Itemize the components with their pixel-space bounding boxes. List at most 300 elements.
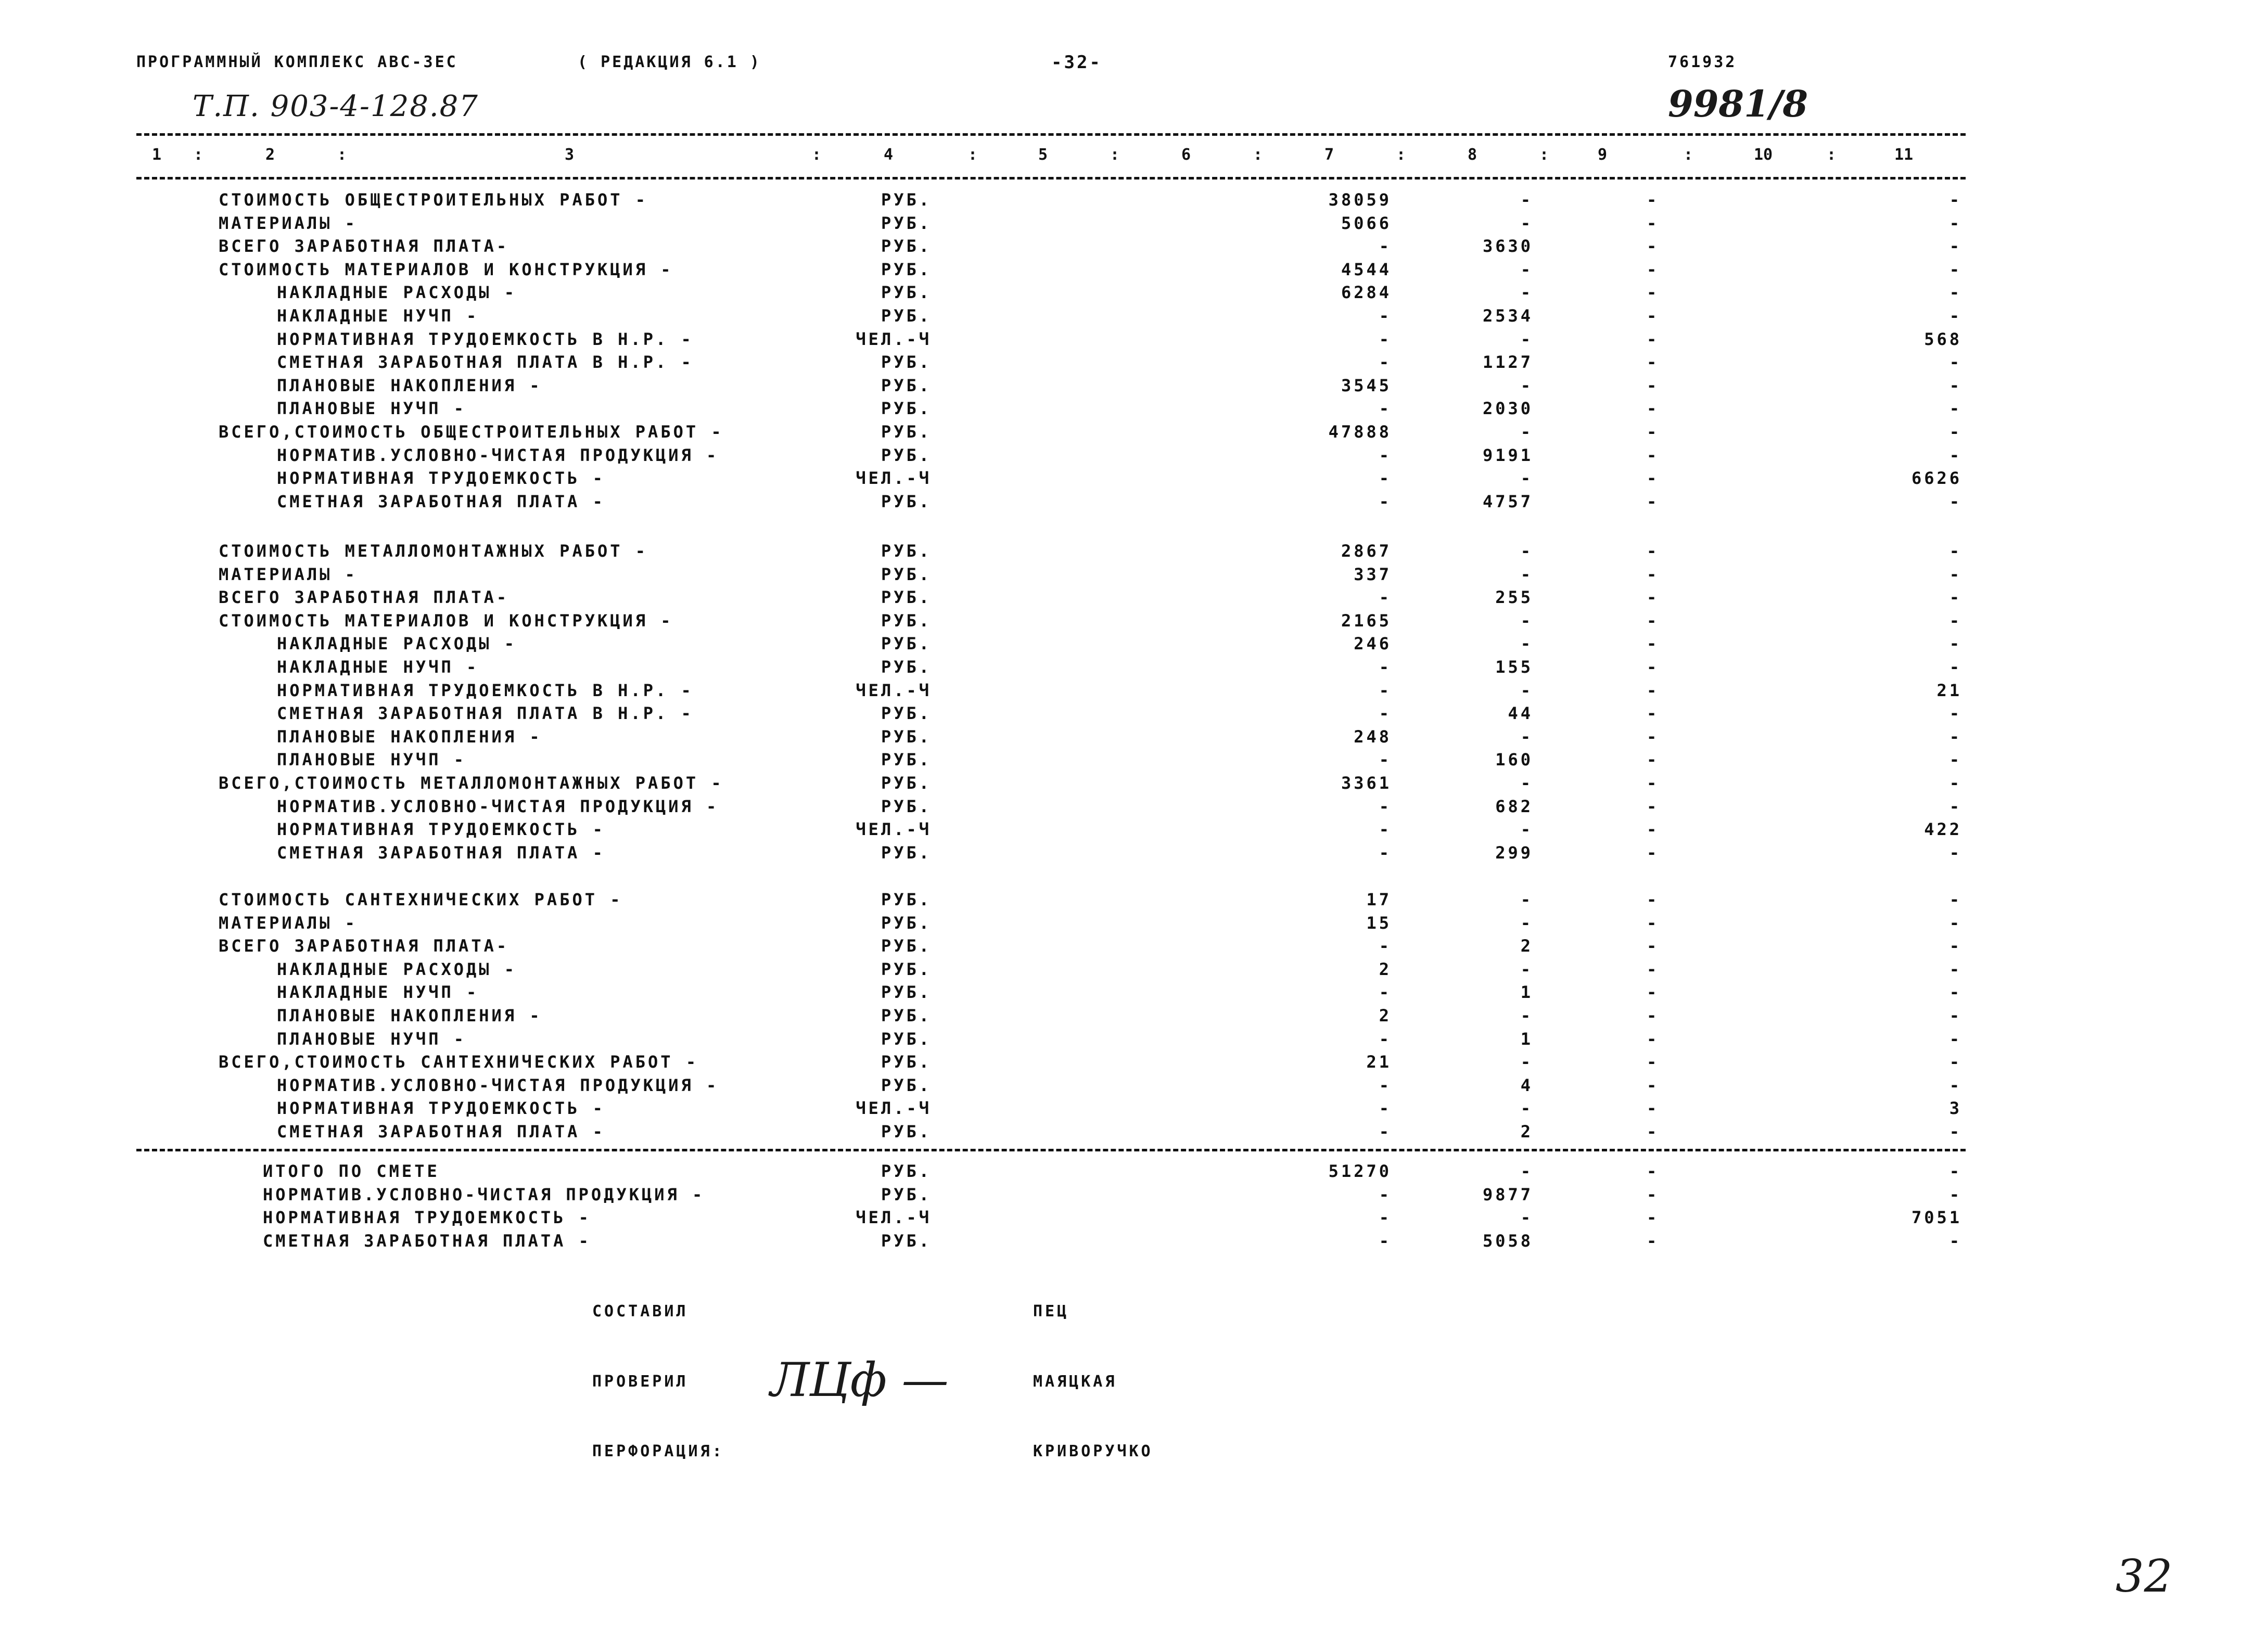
cell-col7: - (1379, 445, 1392, 465)
cell-col7: 2 (1379, 1006, 1392, 1025)
cell-col11: - (1949, 726, 1962, 747)
cell-col8: - (1520, 375, 1533, 395)
cell-col11: - (1949, 445, 1962, 465)
table-row (0, 890, 2268, 913)
cell-col8: 255 (1495, 587, 1533, 608)
table-row (0, 843, 2268, 866)
cell-col9: - (1647, 610, 1660, 631)
cell-col11: - (1949, 399, 1962, 419)
row-unit: РУБ. (881, 1075, 932, 1095)
cell-col8: - (1520, 959, 1533, 979)
cell-col8: - (1520, 890, 1533, 909)
cell-col9: - (1647, 959, 1660, 979)
column-number: 7 (1324, 146, 1334, 164)
row-unit: РУБ. (881, 959, 932, 979)
row-unit: ЧЕЛ.-Ч (856, 680, 932, 700)
row-label: ПЛАНОВЫЕ НУЧП - (277, 750, 466, 770)
row-unit: РУБ. (881, 190, 932, 210)
cell-col7: 15 (1366, 913, 1392, 933)
table-row (0, 681, 2268, 703)
cell-col8: - (1520, 610, 1533, 631)
row-label: СТОИМОСТЬ МАТЕРИАЛОВ И КОНСТРУКЦИЯ - (219, 259, 673, 279)
cell-col8: 4757 (1482, 491, 1533, 511)
row-label: СМЕТНАЯ ЗАРАБОТНАЯ ПЛАТА - (277, 842, 605, 863)
cell-col9: - (1647, 773, 1660, 793)
cell-col11: - (1949, 352, 1962, 373)
cell-col7: - (1379, 982, 1392, 1003)
row-label: СМЕТНАЯ ЗАРАБОТНАЯ ПЛАТА - (277, 491, 605, 511)
table-row (0, 565, 2268, 587)
cell-col9: - (1647, 796, 1660, 816)
cell-col8: - (1520, 564, 1533, 584)
cell-col11: - (1949, 1052, 1962, 1072)
table-row (0, 913, 2268, 936)
cell-col8: - (1520, 541, 1533, 561)
table-row (0, 959, 2268, 982)
row-unit: РУБ. (881, 1006, 932, 1025)
column-number: 8 (1468, 146, 1477, 164)
table-row (0, 587, 2268, 610)
row-label: СМЕТНАЯ ЗАРАБОТНАЯ ПЛАТА В Н.Р. - (277, 703, 694, 724)
column-number: 9 (1598, 146, 1608, 164)
page-marker: -32- (1051, 52, 1102, 73)
row-label: ПЛАНОВЫЕ НАКОПЛЕНИЯ - (277, 1006, 542, 1025)
cell-col7: 2 (1379, 959, 1392, 979)
cell-col8: - (1520, 1052, 1533, 1072)
cell-col11: - (1949, 657, 1962, 677)
cell-col11: - (1949, 1075, 1962, 1095)
cell-col11: - (1949, 610, 1962, 631)
row-unit: РУБ. (881, 399, 932, 419)
project-code: Т.П. 903-4-128.87 (193, 89, 479, 123)
row-unit: РУБ. (881, 773, 932, 793)
cell-col9: - (1647, 283, 1660, 303)
cell-col8: - (1520, 422, 1533, 442)
row-unit: РУБ. (881, 352, 932, 373)
cell-col9: - (1647, 819, 1660, 840)
row-unit: РУБ. (881, 913, 932, 933)
table-row (0, 1075, 2268, 1098)
column-separator: : (968, 146, 978, 164)
cell-col9: - (1647, 750, 1660, 770)
row-unit: РУБ. (881, 236, 932, 257)
row-label: ВСЕГО ЗАРАБОТНАЯ ПЛАТА- (219, 587, 509, 608)
cell-col7: - (1379, 936, 1392, 956)
cell-col11: - (1949, 842, 1962, 863)
row-label: НОРМАТИВНАЯ ТРУДОЕМКОСТЬ - (263, 1208, 591, 1228)
cell-col7: 2165 (1341, 610, 1392, 631)
row-label: МАТЕРИАЛЫ - (219, 564, 358, 584)
table-row (0, 306, 2268, 329)
cell-col11: - (1949, 634, 1962, 654)
row-unit: РУБ. (881, 657, 932, 677)
cell-col11: - (1949, 564, 1962, 584)
row-unit: РУБ. (881, 842, 932, 863)
cell-col11: 21 (1936, 680, 1962, 700)
cell-col7: - (1379, 842, 1392, 863)
checker-signature: ЛЦф — (770, 1353, 949, 1407)
cell-col9: - (1647, 1230, 1660, 1251)
row-unit: РУБ. (881, 726, 932, 747)
cell-col9: - (1647, 259, 1660, 279)
cell-col7: - (1379, 1230, 1392, 1251)
cell-col9: - (1647, 213, 1660, 233)
program-edition: ( РЕДАКЦИЯ 6.1 ) (578, 53, 761, 71)
cell-col11: - (1949, 1122, 1962, 1142)
row-unit: РУБ. (881, 306, 932, 326)
cell-col7: - (1379, 587, 1392, 608)
totals-row (0, 1231, 2268, 1254)
cell-col8: - (1520, 680, 1533, 700)
inventory-number: 9981/8 (1668, 82, 1808, 125)
cell-col7: - (1379, 1075, 1392, 1095)
cell-col9: - (1647, 890, 1660, 909)
cell-col8: 9191 (1482, 445, 1533, 465)
cell-col9: - (1647, 842, 1660, 863)
cell-col11: - (1949, 587, 1962, 608)
table-row (0, 1052, 2268, 1075)
cell-col7: 17 (1366, 890, 1392, 909)
cell-col9: - (1647, 634, 1660, 654)
cell-col8: - (1520, 1098, 1533, 1119)
cell-col7: - (1379, 352, 1392, 373)
row-label: НОРМАТИВНАЯ ТРУДОЕМКОСТЬ - (277, 468, 605, 489)
cell-col7: - (1379, 796, 1392, 816)
row-unit: РУБ. (881, 750, 932, 770)
row-unit: РУБ. (881, 1029, 932, 1049)
cell-col9: - (1647, 936, 1660, 956)
column-number: 4 (884, 146, 894, 164)
table-row (0, 1098, 2268, 1121)
cell-col9: - (1647, 703, 1660, 724)
cell-col7: - (1379, 329, 1392, 349)
cell-col9: - (1647, 680, 1660, 700)
cell-col7: 2867 (1341, 541, 1392, 561)
cell-col8: 1 (1520, 1029, 1533, 1049)
row-label: НОРМАТИВ.УСЛОВНО-ЧИСТАЯ ПРОДУКЦИЯ - (277, 796, 719, 816)
column-separator: : (1827, 146, 1837, 164)
table-row (0, 352, 2268, 375)
cell-col7: - (1379, 1122, 1392, 1142)
row-label: НАКЛАДНЫЕ НУЧП - (277, 306, 479, 326)
cell-col9: - (1647, 1161, 1660, 1181)
cell-col8: - (1520, 468, 1533, 489)
cell-col9: - (1647, 329, 1660, 349)
cell-col9: - (1647, 982, 1660, 1003)
row-unit: РУБ. (881, 283, 932, 303)
row-label: НАКЛАДНЫЕ НУЧП - (277, 982, 479, 1003)
cell-col9: - (1647, 1184, 1660, 1204)
cell-col9: - (1647, 726, 1660, 747)
cell-col9: - (1647, 564, 1660, 584)
cell-col9: - (1647, 422, 1660, 442)
cell-col7: - (1379, 468, 1392, 489)
cell-col8: 2030 (1482, 399, 1533, 419)
cell-col7: 38059 (1328, 190, 1392, 210)
cell-col8: 682 (1495, 796, 1533, 816)
column-number: 10 (1754, 146, 1773, 164)
table-row (0, 1122, 2268, 1145)
punch-label: ПЕРФОРАЦИЯ: (592, 1442, 724, 1460)
table-row (0, 634, 2268, 657)
row-unit: РУБ. (881, 1184, 932, 1204)
row-label: НОРМАТИВ.УСЛОВНО-ЧИСТАЯ ПРОДУКЦИЯ - (263, 1184, 705, 1204)
table-row (0, 541, 2268, 564)
row-unit: РУБ. (881, 375, 932, 395)
cell-col9: - (1647, 306, 1660, 326)
cell-col8: - (1520, 1161, 1533, 1181)
cell-col7: 3361 (1341, 773, 1392, 793)
cell-col11: - (1949, 491, 1962, 511)
cell-col7: 4544 (1341, 259, 1392, 279)
cell-col9: - (1647, 913, 1660, 933)
table-row (0, 190, 2268, 213)
row-label: НОРМАТИВНАЯ ТРУДОЕМКОСТЬ В Н.Р. - (277, 329, 694, 349)
row-label: ИТОГО ПО СМЕТЕ (263, 1161, 440, 1181)
column-separator: : (1110, 146, 1120, 164)
cell-col11: - (1949, 1230, 1962, 1251)
row-label: ВСЕГО,СТОИМОСТЬ ОБЩЕСТРОИТЕЛЬНЫХ РАБОТ - (219, 422, 724, 442)
row-unit: РУБ. (881, 890, 932, 909)
cell-col11: - (1949, 190, 1962, 210)
cell-col9: - (1647, 1075, 1660, 1095)
table-row (0, 236, 2268, 259)
column-number: 11 (1894, 146, 1914, 164)
cell-col8: 160 (1495, 750, 1533, 770)
cell-col8: 2534 (1482, 306, 1533, 326)
row-label: СМЕТНАЯ ЗАРАБОТНАЯ ПЛАТА В Н.Р. - (277, 352, 694, 373)
document-number: 761932 (1668, 53, 1737, 71)
table-row (0, 445, 2268, 468)
cell-col8: - (1520, 819, 1533, 840)
table-row (0, 329, 2268, 352)
row-label: НОРМАТИВНАЯ ТРУДОЕМКОСТЬ - (277, 1098, 605, 1119)
cell-col7: - (1379, 680, 1392, 700)
column-number: 2 (265, 146, 275, 164)
cell-col8: 44 (1508, 703, 1533, 724)
table-row (0, 936, 2268, 959)
table-row (0, 611, 2268, 634)
cell-col11: 422 (1924, 819, 1962, 840)
cell-col7: - (1379, 236, 1392, 257)
row-label: ВСЕГО ЗАРАБОТНАЯ ПЛАТА- (219, 236, 509, 257)
row-unit: РУБ. (881, 564, 932, 584)
checked-label: ПРОВЕРИЛ (592, 1373, 689, 1391)
cell-col9: - (1647, 1006, 1660, 1025)
table-row (0, 213, 2268, 236)
row-label: СТОИМОСТЬ САНТЕХНИЧЕСКИХ РАБОТ - (219, 890, 623, 909)
cell-col7: - (1379, 819, 1392, 840)
row-unit: РУБ. (881, 796, 932, 816)
row-label: МАТЕРИАЛЫ - (219, 913, 358, 933)
cell-col8: 4 (1520, 1075, 1533, 1095)
row-unit: РУБ. (881, 1161, 932, 1181)
row-label: СТОИМОСТЬ МАТЕРИАЛОВ И КОНСТРУКЦИЯ - (219, 610, 673, 631)
cell-col7: 51270 (1328, 1161, 1392, 1181)
row-label: ПЛАНОВЫЕ НУЧП - (277, 399, 466, 419)
table-row (0, 657, 2268, 680)
cell-col11: - (1949, 236, 1962, 257)
cell-col8: 9877 (1482, 1184, 1533, 1204)
cell-col7: - (1379, 1184, 1392, 1204)
cell-col7: - (1379, 399, 1392, 419)
column-separator: : (1396, 146, 1406, 164)
row-unit: РУБ. (881, 422, 932, 442)
cell-col8: - (1520, 726, 1533, 747)
table-row (0, 492, 2268, 515)
column-separator: : (1684, 146, 1693, 164)
cell-col8: 5058 (1482, 1230, 1533, 1251)
column-separator: : (812, 146, 822, 164)
cell-col7: 21 (1366, 1052, 1392, 1072)
row-unit: ЧЕЛ.-Ч (856, 468, 932, 489)
row-label: НАКЛАДНЫЕ РАСХОДЫ - (277, 634, 517, 654)
cell-col11: - (1949, 1006, 1962, 1025)
row-unit: РУБ. (881, 982, 932, 1003)
row-unit: ЧЕЛ.-Ч (856, 329, 932, 349)
cell-col8: 1 (1520, 982, 1533, 1003)
cell-col11: - (1949, 259, 1962, 279)
table-row (0, 982, 2268, 1005)
column-number: 3 (565, 146, 575, 164)
column-number: 1 (152, 146, 162, 164)
cell-col11: 7051 (1911, 1208, 1962, 1228)
row-unit: РУБ. (881, 213, 932, 233)
row-label: НАКЛАДНЫЕ РАСХОДЫ - (277, 283, 517, 303)
cell-col11: 6626 (1911, 468, 1962, 489)
cell-col11: 3 (1949, 1098, 1962, 1119)
cell-col9: - (1647, 1052, 1660, 1072)
column-separator: : (194, 146, 203, 164)
cell-col9: - (1647, 657, 1660, 677)
cell-col8: - (1520, 1208, 1533, 1228)
cell-col11: - (1949, 936, 1962, 956)
cell-col11: - (1949, 982, 1962, 1003)
row-label: НОРМАТИВ.УСЛОВНО-ЧИСТАЯ ПРОДУКЦИЯ - (277, 1075, 719, 1095)
row-unit: РУБ. (881, 634, 932, 654)
row-label: ПЛАНОВЫЕ НАКОПЛЕНИЯ - (277, 726, 542, 747)
row-unit: РУБ. (881, 936, 932, 956)
cell-col11: - (1949, 1184, 1962, 1204)
cell-col7: - (1379, 1098, 1392, 1119)
cell-col8: - (1520, 329, 1533, 349)
table-row (0, 1029, 2268, 1052)
row-label: ВСЕГО,СТОИМОСТЬ МЕТАЛЛОМОНТАЖНЫХ РАБОТ - (219, 773, 724, 793)
cell-col11: - (1949, 750, 1962, 770)
totals-row (0, 1161, 2268, 1184)
cell-col11: - (1949, 796, 1962, 816)
row-label: НОРМАТИВ.УСЛОВНО-ЧИСТАЯ ПРОДУКЦИЯ - (277, 445, 719, 465)
table-row (0, 468, 2268, 491)
column-number: 6 (1181, 146, 1191, 164)
compiled-name: ПЕЦ (1033, 1302, 1069, 1321)
table-row (0, 773, 2268, 796)
row-unit: РУБ. (881, 610, 932, 631)
table-row (0, 399, 2268, 421)
row-label: СМЕТНАЯ ЗАРАБОТНАЯ ПЛАТА - (277, 1122, 605, 1142)
row-unit: РУБ. (881, 1230, 932, 1251)
table-row (0, 422, 2268, 445)
cell-col7: - (1379, 1208, 1392, 1228)
row-unit: РУБ. (881, 541, 932, 561)
row-label: НАКЛАДНЫЕ НУЧП - (277, 657, 479, 677)
cell-col9: - (1647, 375, 1660, 395)
cell-col11: - (1949, 306, 1962, 326)
cell-col8: - (1520, 773, 1533, 793)
cell-col8: - (1520, 283, 1533, 303)
row-label: МАТЕРИАЛЫ - (219, 213, 358, 233)
row-label: ВСЕГО ЗАРАБОТНАЯ ПЛАТА- (219, 936, 509, 956)
checked-name: МАЯЦКАЯ (1033, 1373, 1117, 1391)
cell-col8: - (1520, 913, 1533, 933)
cell-col7: - (1379, 750, 1392, 770)
cell-col9: - (1647, 491, 1660, 511)
cell-col9: - (1647, 190, 1660, 210)
cell-col9: - (1647, 1122, 1660, 1142)
cell-col8: - (1520, 259, 1533, 279)
cell-col11: - (1949, 422, 1962, 442)
table-row (0, 750, 2268, 773)
row-unit: РУБ. (881, 491, 932, 511)
row-unit: РУБ. (881, 587, 932, 608)
row-unit: РУБ. (881, 1122, 932, 1142)
cell-col9: - (1647, 1098, 1660, 1119)
cell-col11: - (1949, 1161, 1962, 1181)
cell-col11: - (1949, 890, 1962, 909)
cell-col7: 246 (1354, 634, 1392, 654)
cell-col9: - (1647, 468, 1660, 489)
cell-col7: 337 (1354, 564, 1392, 584)
cell-col8: 2 (1520, 936, 1533, 956)
table-row (0, 376, 2268, 399)
cell-col11: - (1949, 773, 1962, 793)
cell-col8: 155 (1495, 657, 1533, 677)
compiled-label: СОСТАВИЛ (592, 1302, 689, 1321)
table-row (0, 797, 2268, 819)
row-unit: ЧЕЛ.-Ч (856, 1098, 932, 1119)
table-row (0, 283, 2268, 305)
row-unit: РУБ. (881, 1052, 932, 1072)
row-label: СТОИМОСТЬ МЕТАЛЛОМОНТАЖНЫХ РАБОТ - (219, 541, 648, 561)
program-name: ПРОГРАММНЫЙ КОМПЛЕКС АВС-3ЕС (136, 53, 458, 71)
cell-col7: - (1379, 491, 1392, 511)
column-separator: : (337, 146, 347, 164)
page-number: 32 (2116, 1550, 2173, 1602)
cell-col8: - (1520, 634, 1533, 654)
cell-col11: - (1949, 541, 1962, 561)
cell-col8: 1127 (1482, 352, 1533, 373)
table-row (0, 819, 2268, 842)
cell-col8: 299 (1495, 842, 1533, 863)
table-row (0, 703, 2268, 726)
cell-col9: - (1647, 1208, 1660, 1228)
row-unit: ЧЕЛ.-Ч (856, 819, 932, 840)
cell-col8: 2 (1520, 1122, 1533, 1142)
column-separator: : (1539, 146, 1549, 164)
cell-col9: - (1647, 541, 1660, 561)
cell-col8: - (1520, 1006, 1533, 1025)
cell-col11: - (1949, 959, 1962, 979)
table-row (0, 260, 2268, 283)
cell-col7: 5066 (1341, 213, 1392, 233)
cell-col7: - (1379, 306, 1392, 326)
row-unit: ЧЕЛ.-Ч (856, 1208, 932, 1228)
row-label: НАКЛАДНЫЕ РАСХОДЫ - (277, 959, 517, 979)
cell-col11: - (1949, 703, 1962, 724)
cell-col7: 47888 (1328, 422, 1392, 442)
cell-col11: - (1949, 1029, 1962, 1049)
row-label: ПЛАНОВЫЕ НУЧП - (277, 1029, 466, 1049)
